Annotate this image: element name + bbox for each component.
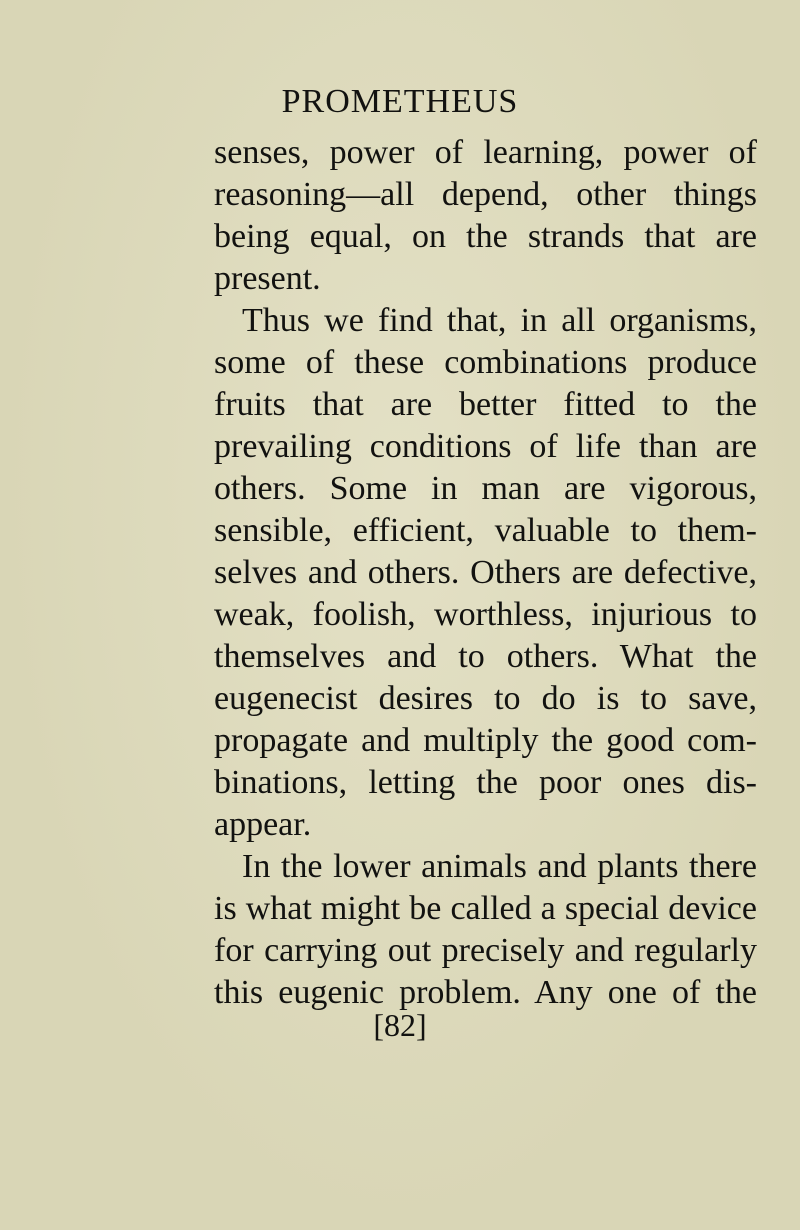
text-line: senses, power of learning, power of [214,134,757,171]
text-line: fruits that are better fitted to the [214,386,757,423]
text-line: eugenecist desires to do is to save, [214,680,757,717]
text-line: appear. [214,806,312,843]
running-head: PROMETHEUS [281,83,519,120]
text-line: reasoning—all depend, other things [214,176,757,213]
text-line: is what might be called a special device [214,890,757,927]
text-line: this eugenic problem. Any one of the [214,974,757,1011]
text-line: others. Some in man are vigorous, [214,470,757,507]
text-line: binations, letting the poor ones dis- [214,764,757,801]
text-line: In the lower animals and plants there [242,848,757,885]
text-line: selves and others. Others are defective, [214,554,757,591]
text-line: prevailing conditions of life than are [214,428,757,465]
text-line: some of these combinations produce [214,344,757,381]
text-line: Thus we find that, in all organisms, [242,302,757,339]
text-line: themselves and to others. What the [214,638,757,675]
page-number: [82] [373,1007,427,1043]
text-line: present. [214,260,321,297]
text-line: weak, foolish, worthless, injurious to [214,596,757,633]
text-line: being equal, on the strands that are [214,218,757,255]
body-text [214,132,757,1014]
text-line: sensible, efficient, valuable to them- [214,512,757,549]
text-line: for carrying out precisely and regularly [214,932,757,969]
text-line: propagate and multiply the good com- [214,722,757,759]
